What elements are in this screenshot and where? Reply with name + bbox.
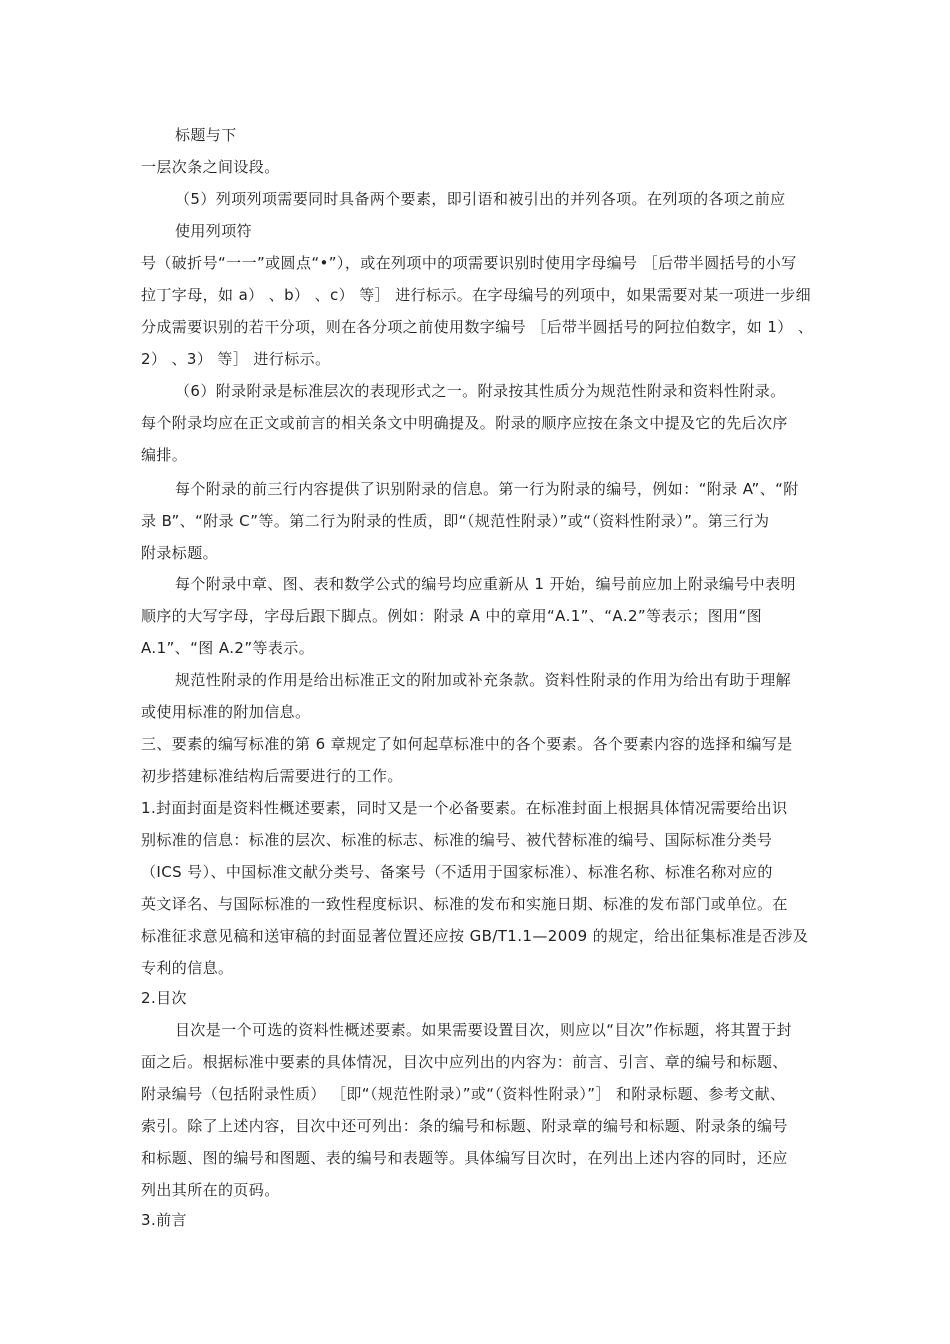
- text-line: 专利的信息。: [141, 959, 234, 977]
- text-line: 附录标题。: [141, 544, 219, 562]
- text-line: 英文译名、与国际标准的一致性程度标识、标准的发布和实施日期、标准的发布部门或单位。在: [141, 895, 788, 913]
- text-line: （5）列项列项需要同时具备两个要素，即引语和被引出的并列各项。在列项的各项之前应: [175, 190, 786, 208]
- text-line: 标题与下: [175, 126, 237, 144]
- text-line: 编排。: [141, 446, 188, 464]
- section-heading: 2.目次: [141, 989, 187, 1007]
- text-line: 录 B”、“附录 C”等。第二行为附录的性质，即“（规范性附录）”或“（资料性附录）”。第三行为: [141, 512, 770, 530]
- text-line: 初步搭建标准结构后需要进行的工作。: [141, 767, 403, 785]
- text-line: 1.封面封面是资料性概述要素，同时又是一个必备要素。在标准封面上根据具体情况需要给出识: [141, 799, 788, 817]
- text-line: 目次是一个可选的资料性概述要素。如果需要设置目次，则应以“目次”作标题，将其置于封: [175, 1021, 792, 1039]
- text-line: 每个附录中章、图、表和数学公式的编号均应重新从 1 开始，编号前应加上附录编号中表明: [175, 575, 796, 593]
- text-line: 号（破折号“一一”或圆点“•”），或在列项中的项需要识别时使用字母编号 ［后带半圆括号的小写: [141, 254, 797, 272]
- text-line: 一层次条之间设段。: [141, 158, 280, 176]
- text-line: 2） 、3） 等］ 进行标示。: [141, 350, 331, 368]
- text-line: 和标题、图的编号和图题、表的编号和表题等。具体编写目次时，在列出上述内容的同时，还应: [141, 1149, 788, 1167]
- text-line: 面之后。根据标准中要素的具体情况，目次中应列出的内容为：前言、引言、章的编号和标题、: [141, 1053, 788, 1071]
- text-line: 索引。除了上述内容，目次中还可列出：条的编号和标题、附录章的编号和标题、附录条的编号: [141, 1117, 788, 1135]
- text-line: A.1”、“图 A.2”等表示。: [141, 639, 315, 657]
- text-line: 附录编号（包括附录性质） ［即“（规范性附录）”或“（资料性附录）”］ 和附录标题、参考文献、: [141, 1085, 786, 1103]
- text-line: 使用列项符: [175, 222, 253, 240]
- text-line: 分成需要识别的若干分项，则在各分项之前使用数字编号 ［后带半圆括号的阿拉伯数字，如 1） 、: [141, 318, 814, 336]
- text-line: （ICS 号）、中国标准文献分类号、备案号（不适用于国家标准）、标准名称、标准名称对应的: [141, 863, 773, 881]
- section-heading: 3.前言: [141, 1211, 187, 1229]
- text-line: 三、要素的编写标准的第 6 章规定了如何起草标准中的各个要素。各个要素内容的选择和编写是: [141, 735, 793, 753]
- text-line: 顺序的大写字母，字母后跟下脚点。例如：附录 A 中的章用“A.1”、“A.2”等表示；图用“图: [141, 607, 763, 625]
- text-line: 每个附录均应在正文或前言的相关条文中明确提及。附录的顺序应按在条文中提及它的先后次序: [141, 414, 788, 432]
- text-line: 每个附录的前三行内容提供了识别附录的信息。第一行为附录的编号，例如：“附录 A”、“附: [175, 480, 799, 498]
- text-line: 别标准的信息：标准的层次、标准的标志、标准的编号、被代替标准的编号、国际标准分类号: [141, 831, 773, 849]
- text-line: 列出其所在的页码。: [141, 1181, 280, 1199]
- text-line: 规范性附录的作用是给出标准正文的附加或补充条款。资料性附录的作用为给出有助于理解: [175, 671, 792, 689]
- text-line: 或使用标准的附加信息。: [141, 703, 311, 721]
- text-line: 拉丁字母，如 a） 、b） 、c） 等］ 进行标示。在字母编号的列项中，如果需要对某一项进一步细: [141, 286, 812, 304]
- text-line: （6）附录附录是标准层次的表现形式之一。附录按其性质分为规范性附录和资料性附录。: [175, 382, 786, 400]
- text-line: 标准征求意见稿和送审稿的封面显著位置还应按 GB/T1.1—2009 的规定，给出征集标准是否涉及: [141, 927, 809, 945]
